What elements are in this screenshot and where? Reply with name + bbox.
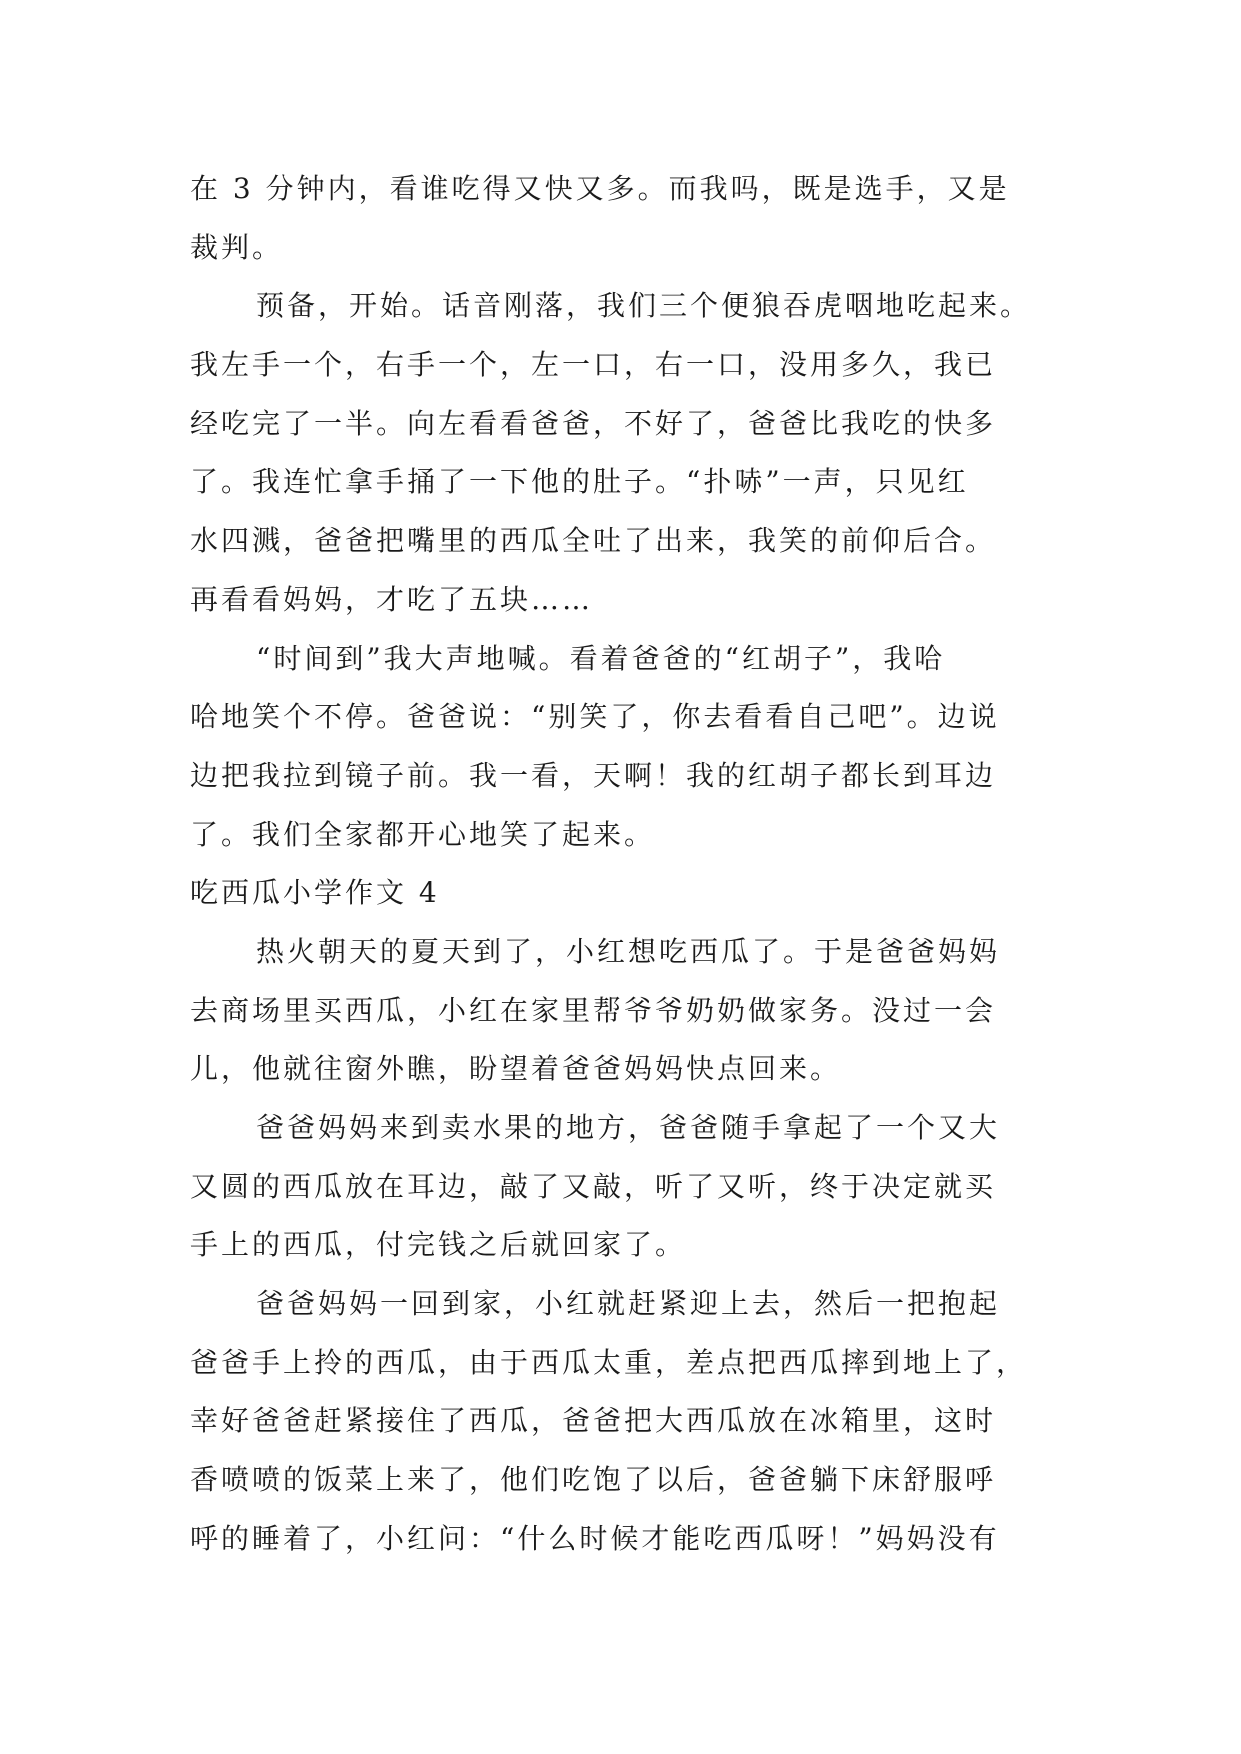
text-line: 在 3 分钟内，看谁吃得又快又多。而我吗，既是选手，又是 (190, 172, 1010, 205)
text-line: 热火朝天的夏天到了，小红想吃西瓜了。于是爸爸妈妈 (256, 934, 1001, 968)
text-line: 幸好爸爸赶紧接住了西瓜，爸爸把大西瓜放在冰箱里，这时 (190, 1404, 997, 1438)
text-line: 边把我拉到镜子前。我一看，天啊！我的红胡子都长到耳边 (190, 758, 997, 792)
text-line: 香喷喷的饭菜上来了，他们吃饱了以后，爸爸躺下床舒服呼 (190, 1463, 997, 1497)
text-line: 了。我连忙拿手捅了一下他的肚子。“扑哧”一声，只见红 (190, 465, 969, 499)
text-line: 再看看妈妈，才吃了五块…… (190, 582, 594, 616)
essay-text (190, 160, 1070, 1569)
text-line: 水四溅，爸爸把嘴里的西瓜全吐了出来，我笑的前仰后合。 (190, 524, 997, 558)
text-line: “时间到”我大声地喊。看着爸爸的“红胡子”，我哈 (256, 641, 946, 675)
text-line: 了。我们全家都开心地笑了起来。 (190, 817, 656, 851)
text-line: 裁判。 (190, 230, 284, 264)
text-line: 儿，他就往窗外瞧，盼望着爸爸妈妈快点回来。 (190, 1052, 842, 1086)
text-line: 爸爸妈妈一回到家，小红就赶紧迎上去，然后一把抱起 (256, 1287, 1001, 1321)
text-line: 预备，开始。话音刚落，我们三个便狼吞虎咽地吃起来。 (256, 289, 1032, 323)
text-line: 爸爸手上拎的西瓜，由于西瓜太重，差点把西瓜摔到地上了， (190, 1345, 1028, 1379)
text-line: 去商场里买西瓜，小红在家里帮爷爷奶奶做家务。没过一会 (190, 993, 997, 1027)
text-line: 爸爸妈妈来到卖水果的地方，爸爸随手拿起了一个又大 (256, 1111, 1001, 1144)
section-heading: 吃西瓜小学作文 4 (190, 876, 440, 910)
text-line: 经吃完了一半。向左看看爸爸，不好了，爸爸比我吃的快多 (190, 406, 997, 440)
text-line: 呼的睡着了，小红问：“什么时候才能吃西瓜呀！”妈妈没有 (190, 1521, 1000, 1555)
text-line: 又圆的西瓜放在耳边，敲了又敲，听了又听，终于决定就买 (190, 1169, 997, 1203)
text-line: 我左手一个，右手一个，左一口，右一口，没用多久，我已 (190, 348, 997, 382)
text-line: 手上的西瓜，付完钱之后就回家了。 (190, 1228, 687, 1262)
text-line: 哈地笑个不停。爸爸说：“别笑了，你去看看自己吧”。边说 (190, 700, 1000, 734)
